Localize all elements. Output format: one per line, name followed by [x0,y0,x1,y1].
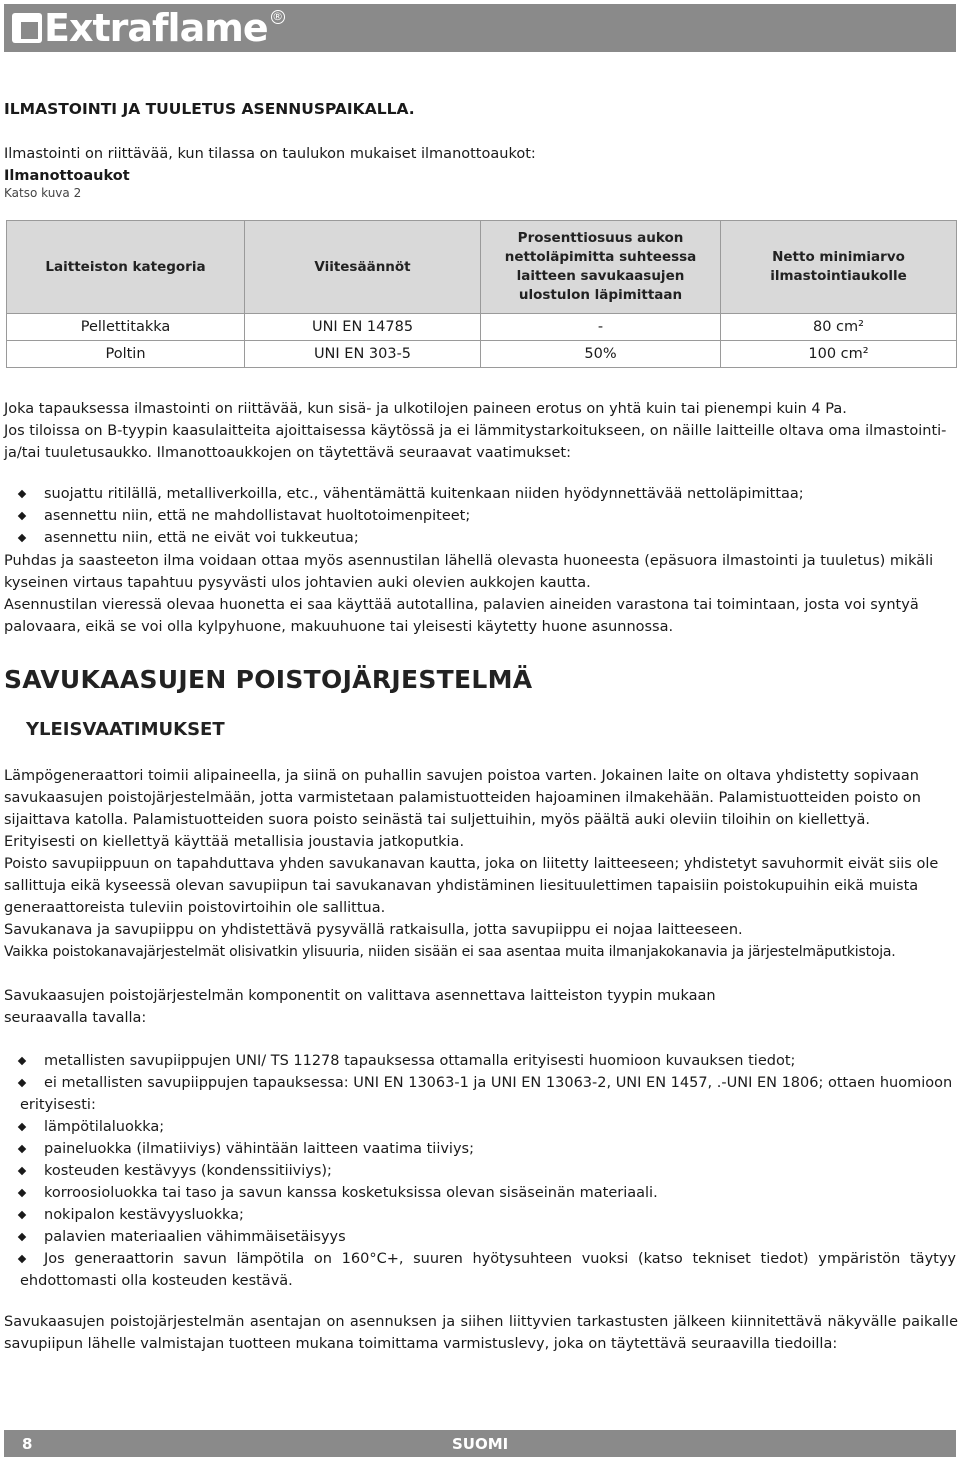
list-item: lämpötilaluokka; [4,1116,956,1138]
list-item: asennettu niin, että ne mahdollistavat huoltotoimenpiteet; [4,505,956,527]
closing-paragraph: Savukaasujen poistojärjestelmän asentajan on asennuksen ja siihen liittyvien tarkastusten jälkeen kiinnitettävä näkyvälle paikalle savupiipun lähelle valmistajan tuotteen mukana toimittama varmistuslevy, joka on täytettävä seuraavilla tiedoilla: [4,1314,958,1352]
table-row [7,341,957,368]
ventilation-notes [4,550,958,638]
ventilation-intro [4,143,954,187]
table-header-row [7,221,957,314]
table-cell: Poltin [7,341,245,368]
list-item: kosteuden kestävyys (kondenssitiiviys); [4,1160,956,1182]
flue-paragraphs [4,765,958,963]
intro-text: Ilmastointi on riittävää, kun tilassa on taulukon mukaiset ilmanottoaukot: [4,146,536,162]
paragraph: Puhdas ja saasteeton ilma voidaan ottaa myös asennustilan lähellä olevasta huoneesta (epäsuora ilmastointi ja tuuletus) mikäli kyseinen virtaus tapahtuu pysyvästi ulos johtavien auki olevien aukkojen kautta. [4,553,934,591]
footer-language: SUOMI [452,1435,509,1453]
ventilation-paragraphs [4,398,956,464]
list-item: korroosioluokka tai taso ja savun kanssa kosketuksissa olevan sisäseinän materiaali. [4,1182,956,1204]
table-cell: Pellettitakka [7,314,245,341]
section-title-ventilation: ILMASTOINTI JA TUULETUS ASENNUSPAIKALLA. [4,100,415,118]
list-item: metallisten savupiippujen UNI/ TS 11278 tapauksessa ottamalla erityisesti huomioon kuvauksen tiedot; [4,1050,956,1072]
list-item: ei metallisten savupiippujen tapauksessa: UNI EN 13063-1 ja UNI EN 13063-2, UNI EN 1457, .-UNI EN 1806; ottaen huomioon erityisesti: [4,1072,956,1116]
list-item: Jos generaattorin savun lämpötila on 160°C+, suuren hyötysuhteen vuoksi (katso tekniset tiedot) ympäristön täytyy ehdottomasti olla kosteuden kestävä. [4,1248,956,1292]
list-item: nokipalon kestävyysluokka; [4,1204,956,1226]
brand-logo-icon [12,13,42,43]
table-cell: 50% [481,341,721,368]
list-item: asennettu niin, että ne eivät voi tukkeutua; [4,527,956,549]
components-list [4,1050,956,1292]
paragraph: Savukanava ja savupiippu on yhdistettävä pysyvällä ratkaisulla, jotta savupiippu ei nojaa laitteeseen. [4,922,743,938]
paragraph: Lämpögeneraattori toimii alipaineella, ja siinä on puhallin savujen poistoa varten. Jokainen laite on oltava yhdistetty sopivaan savukaasujen poistojärjestelmään, jotta varmistetaan palamistuotteiden hajoaminen ilmakehään. Palamistuotteiden poisto on sijaittava katolla. Palamistuotteiden suora poisto seinästä tai suljettuihin, myös päältä auki oleviin tiloihin on kiellettyä. [4,768,921,828]
table-cell: UNI EN 14785 [245,314,481,341]
page-number: 8 [22,1435,33,1453]
section-title-flue: SAVUKAASUJEN POISTOJÄRJESTELMÄ [4,665,533,694]
components-intro: Savukaasujen poistojärjestelmän komponentit on valittava asennettava laitteiston tyypin mukaan seuraavalla tavalla: [4,988,716,1026]
figure-reference: Katso kuva 2 [4,186,82,200]
list-item: paineluokka (ilmatiiviys) vähintään laitteen vaatima tiiviys; [4,1138,956,1160]
subsection-title-general: YLEISVAATIMUKSET [26,719,225,740]
paragraph: Poisto savupiippuun on tapahduttava yhden savukanavan kautta, joka on liitetty laitteeseen; yhdistetyt savuhormit eivät siis ole sallittuja eikä kyseessä olevan savupiipun tai savukanavan yhdistäminen liesituulettimen tapaisiin poistokupuihin eikä muista generaattoreista tuleviin poistovirtoihin ole sallittua. [4,856,939,916]
list-item: palavien materiaalien vähimmäisetäisyys [4,1226,956,1248]
table-row [7,314,957,341]
intro-subhead: Ilmanottoaukot [4,168,130,184]
paragraph: Vaikka poistokanavajärjestelmät olisivatkin ylisuuria, niiden sisään ei saa asentaa muita ilmanjakokanavia ja järjestelmäputkistoja. [4,944,896,960]
table-cell: 80 cm² [721,314,957,341]
table-cell: 100 cm² [721,341,957,368]
ventilation-table [6,220,957,368]
registered-mark: ® [272,10,284,23]
table-header: Laitteiston kategoria [7,221,245,314]
table-cell: UNI EN 303-5 [245,341,481,368]
page-footer [4,1430,956,1457]
brand-header [4,4,956,52]
table-header: Netto minimiarvo ilmastointiaukolle [721,221,957,314]
table-header: Viitesäännöt [245,221,481,314]
paragraph: Jos tiloissa on B-tyypin kaasulaitteita ajoittaisessa käytössä ja ei lämmitystarkoitukseen, on näille laitteille oltava oma ilmastointi-ja/tai tuuletusaukko. Ilmanottoaukkojen on täytettävä seuraavat vaatimukset: [4,423,947,461]
paragraph: Erityisesti on kiellettyä käyttää metallisia joustavia jatkoputkia. [4,834,465,850]
table-header: Prosenttiosuus aukon nettoläpimitta suhteessa laitteen savukaasujen ulostulon läpimittaan [481,221,721,314]
table-cell: - [481,314,721,341]
paragraph: Asennustilan vieressä olevaa huonetta ei saa käyttää autotallina, palavien aineiden varastona tai toimintaan, josta voi syntyä palovaara, eikä se voi olla kylpyhuone, makuuhuone tai yleisesti käytetty huone asunnossa. [4,597,919,635]
paragraph: Joka tapauksessa ilmastointi on riittävää, kun sisä- ja ulkotilojen paineen erotus on yhtä kuin tai pienempi kuin 4 Pa. [4,401,847,417]
list-item: suojattu ritilällä, metalliverkoilla, etc., vähentämättä kuitenkaan niiden hyödynnettävää nettoläpimittaa; [4,483,956,505]
vent-requirements-list [4,483,956,549]
brand-name: Extraflame [44,6,268,50]
